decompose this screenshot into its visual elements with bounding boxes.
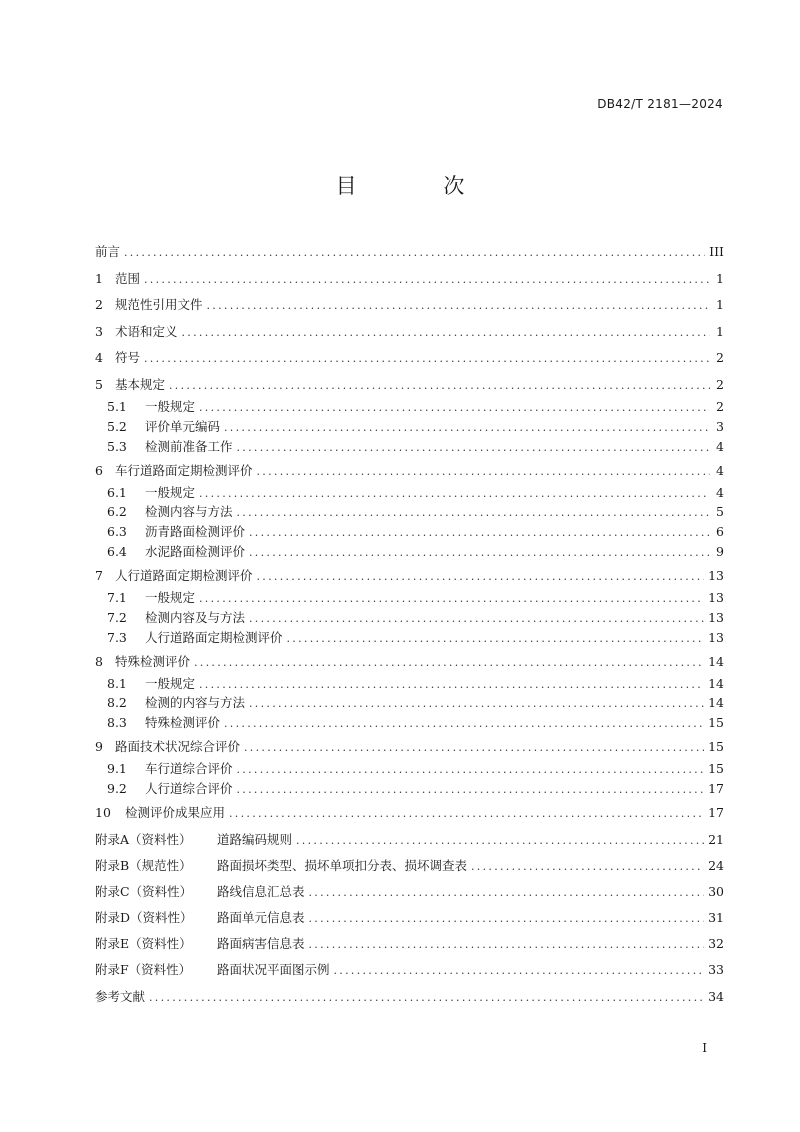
toc-entry-page: 3: [716, 418, 724, 434]
toc-entry-number: 7: [95, 567, 103, 583]
toc-entry-section[interactable]: [95, 348, 724, 375]
toc-entry-section[interactable]: [95, 737, 724, 759]
toc-entry-page: 32: [708, 936, 724, 952]
toc-entry-page: 1: [716, 323, 724, 339]
toc-entry-title: 人行道路面定期检测评价: [115, 567, 253, 583]
toc-entry-number: 3: [95, 323, 103, 339]
toc-entry-number: 10: [95, 804, 111, 820]
toc-entry-subsection[interactable]: [95, 522, 724, 542]
toc-entry-title: 水泥路面检测评价: [145, 543, 246, 559]
leader-dots: [287, 629, 705, 649]
leader-dots: [309, 883, 705, 903]
toc-entry-number: 附录B（规范性）: [95, 857, 192, 873]
toc-entry-title: 前言: [95, 244, 121, 259]
toc-entry-page: 2: [716, 376, 724, 392]
leader-dots: [309, 935, 705, 955]
toc-entry-number: 8.1: [107, 675, 127, 691]
toc-entry-number: 6.1: [107, 484, 127, 500]
toc-entry-page: 17: [708, 804, 724, 820]
toc-entry-number: 4: [95, 350, 103, 366]
toc-entry-subsection[interactable]: [95, 693, 724, 713]
toc-entry-page: 2: [716, 350, 724, 366]
toc-entry-title: 规范性引用文件: [115, 297, 203, 313]
toc-entry-number: 9.1: [107, 761, 127, 777]
toc-entry-page: 34: [708, 988, 724, 1004]
leader-dots: [144, 270, 710, 290]
toc-entry-section[interactable]: [95, 566, 724, 588]
toc-entry-page: 13: [708, 589, 724, 605]
toc-entry-page: 6: [716, 524, 724, 540]
toc-entry-number: 5.3: [107, 438, 127, 454]
toc-entry-page: 9: [716, 543, 724, 559]
toc-entry-number: 9: [95, 739, 103, 755]
toc-entry-title: 一般规定: [145, 484, 196, 500]
toc-entry-page: 13: [708, 567, 724, 583]
toc-entry-section[interactable]: [95, 652, 724, 674]
toc-entry-subsection[interactable]: [95, 674, 724, 694]
toc-entry-title: 路面损坏类型、损坏单项扣分表、损坏调查表: [217, 857, 468, 873]
toc-entry-title: 评价单元编码: [145, 418, 221, 434]
leader-dots: [237, 503, 710, 523]
toc-entry-page: 14: [708, 675, 724, 691]
leader-dots: [334, 961, 705, 981]
leader-dots: [199, 675, 704, 695]
toc-entry-number: 2: [95, 297, 103, 313]
toc-entry-page: 17: [708, 780, 724, 796]
leader-dots: [244, 738, 704, 758]
leader-dots: [199, 398, 710, 418]
toc-entry-title: 参考文献: [95, 988, 146, 1004]
toc-entry-number: 附录D（资料性）: [95, 910, 193, 926]
leader-dots: [124, 243, 705, 263]
toc-entry-appendix[interactable]: [95, 882, 724, 908]
leader-dots: [249, 609, 704, 629]
toc-entry-foreword[interactable]: [95, 242, 724, 269]
document-code: DB42/T 2181—2024: [597, 97, 723, 111]
toc-entry-section[interactable]: [95, 375, 724, 397]
toc-entry-number: 6.3: [107, 524, 127, 540]
leader-dots: [249, 523, 710, 543]
toc-entry-page: 4: [716, 462, 724, 478]
toc-entry-subsection[interactable]: [95, 502, 724, 522]
toc-entry-number: 1: [95, 270, 103, 286]
toc-entry-page: 15: [708, 715, 724, 731]
toc-entry-appendix[interactable]: [95, 856, 724, 882]
toc-entry-subsection[interactable]: [95, 417, 724, 437]
toc-entry-number: 5: [95, 376, 103, 392]
toc-entry-page: 24: [708, 857, 724, 873]
toc-entry-number: 8.3: [107, 715, 127, 731]
toc-entry-title: 人行道路面定期检测评价: [145, 629, 283, 645]
toc-entry-title: 检测的内容与方法: [145, 695, 246, 711]
leader-dots: [296, 831, 704, 851]
leader-dots: [199, 484, 710, 504]
page-number: I: [702, 1041, 707, 1055]
leader-dots: [224, 714, 704, 734]
toc-entry-subsection[interactable]: [95, 759, 724, 779]
toc-entry-title: 检测内容与方法: [145, 504, 233, 520]
toc-entry-section[interactable]: [95, 269, 724, 296]
toc-entry-page: 1: [716, 270, 724, 286]
leader-dots: [194, 653, 704, 673]
toc-entry-title: 人行道综合评价: [145, 780, 233, 796]
toc-entry-title: 路面单元信息表: [217, 910, 305, 926]
toc-entry-title: 符号: [115, 350, 141, 366]
toc-entry-subsection[interactable]: [95, 588, 724, 608]
toc-entry-page: III: [709, 244, 724, 259]
toc-entry-number: 6: [95, 462, 103, 478]
toc-entry-subsection[interactable]: [95, 713, 724, 737]
toc-entry-number: 6.4: [107, 543, 127, 559]
toc-entry-title: 特殊检测评价: [145, 715, 221, 731]
toc-entry-appendix[interactable]: [95, 908, 724, 934]
toc-entry-section[interactable]: [95, 461, 724, 483]
toc-entry-subsection[interactable]: [95, 397, 724, 417]
toc-entry-page: 2: [716, 398, 724, 414]
toc-entry-subsection[interactable]: [95, 608, 724, 628]
toc-entry-subsection[interactable]: [95, 437, 724, 461]
toc-entry-page: 4: [716, 484, 724, 500]
toc-entry-appendix[interactable]: [95, 830, 724, 856]
leader-dots: [257, 567, 705, 587]
toc-entry-number: 附录A（资料性）: [95, 831, 192, 847]
toc-entry-references[interactable]: [95, 987, 724, 1014]
toc-entry-number: 5.2: [107, 418, 127, 434]
leader-dots: [144, 349, 710, 369]
toc-entry-page: 15: [708, 761, 724, 777]
toc-entry-title: 一般规定: [145, 675, 196, 691]
toc-entry-page: 1: [716, 297, 724, 313]
toc-entry-page: 14: [708, 695, 724, 711]
toc-entry-title: 路面状况平面图示例: [217, 962, 330, 978]
toc-entry-page: 31: [708, 910, 724, 926]
leader-dots: [224, 418, 710, 438]
toc-entry-title: 道路编码规则: [217, 831, 293, 847]
toc-entry-page: 4: [716, 438, 724, 454]
toc-entry-section[interactable]: [95, 295, 724, 322]
toc-entry-subsection[interactable]: [95, 542, 724, 566]
leader-dots: [169, 376, 710, 396]
toc-entry-title: 检测评价成果应用: [125, 804, 226, 820]
toc-entry-page: 14: [708, 653, 724, 669]
toc-entry-title: 检测内容及与方法: [145, 609, 246, 625]
toc-entry-page: 5: [716, 504, 724, 520]
leader-dots: [149, 988, 704, 1008]
toc-entry-title: 术语和定义: [115, 323, 178, 339]
toc-entry-number: 附录E（资料性）: [95, 936, 192, 952]
leader-dots: [249, 694, 704, 714]
toc-entry-title: 路面病害信息表: [217, 936, 305, 952]
toc-entry-number: 5.1: [107, 398, 127, 414]
toc-title: 目 次: [335, 174, 505, 198]
toc-entry-page: 15: [708, 739, 724, 755]
toc-entry-section[interactable]: [95, 803, 724, 830]
leader-dots: [182, 323, 710, 343]
leader-dots: [257, 462, 710, 482]
toc-entry-title: 一般规定: [145, 589, 196, 605]
toc-entry-title: 车行道路面定期检测评价: [115, 462, 253, 478]
leader-dots: [237, 780, 705, 800]
toc-entry-page: 13: [708, 609, 724, 625]
toc-entry-title: 沥青路面检测评价: [145, 524, 246, 540]
toc-entry-title: 路面技术状况综合评价: [115, 739, 241, 755]
toc-entry-page: 33: [708, 962, 724, 978]
toc-entry-number: 8.2: [107, 695, 127, 711]
toc-entry-appendix[interactable]: [95, 960, 724, 986]
leader-dots: [199, 589, 704, 609]
toc-entry-title: 特殊检测评价: [115, 653, 191, 669]
toc-entry-page: 30: [708, 883, 724, 899]
leader-dots: [237, 438, 710, 458]
toc-entry-title: 基本规定: [115, 376, 166, 392]
leader-dots: [237, 760, 705, 780]
toc-entry-number: 6.2: [107, 504, 127, 520]
toc-entry-number: 8: [95, 653, 103, 669]
toc-entry-page: 13: [708, 629, 724, 645]
toc-entry-title: 检测前准备工作: [145, 438, 233, 454]
toc-entry-number: 7.1: [107, 589, 127, 605]
toc-entry-page: 21: [708, 831, 724, 847]
toc-entry-subsection[interactable]: [95, 779, 724, 803]
table-of-contents: [95, 242, 724, 1013]
toc-entry-number: 7.2: [107, 609, 127, 625]
toc-entry-title: 一般规定: [145, 398, 196, 414]
toc-entry-subsection[interactable]: [95, 628, 724, 652]
leader-dots: [309, 909, 705, 929]
toc-entry-number: 附录C（资料性）: [95, 883, 193, 899]
toc-entry-section[interactable]: [95, 322, 724, 349]
toc-entry-number: 7.3: [107, 629, 127, 645]
toc-entry-title: 车行道综合评价: [145, 761, 233, 777]
toc-entry-title: 范围: [115, 270, 141, 286]
toc-entry-appendix[interactable]: [95, 934, 724, 960]
toc-entry-title: 路线信息汇总表: [217, 883, 305, 899]
leader-dots: [249, 543, 710, 563]
toc-entry-number: 9.2: [107, 780, 127, 796]
toc-entry-number: 附录F（资料性）: [95, 962, 192, 978]
leader-dots: [229, 804, 704, 824]
leader-dots: [471, 857, 704, 877]
leader-dots: [207, 296, 710, 316]
toc-entry-subsection[interactable]: [95, 483, 724, 503]
